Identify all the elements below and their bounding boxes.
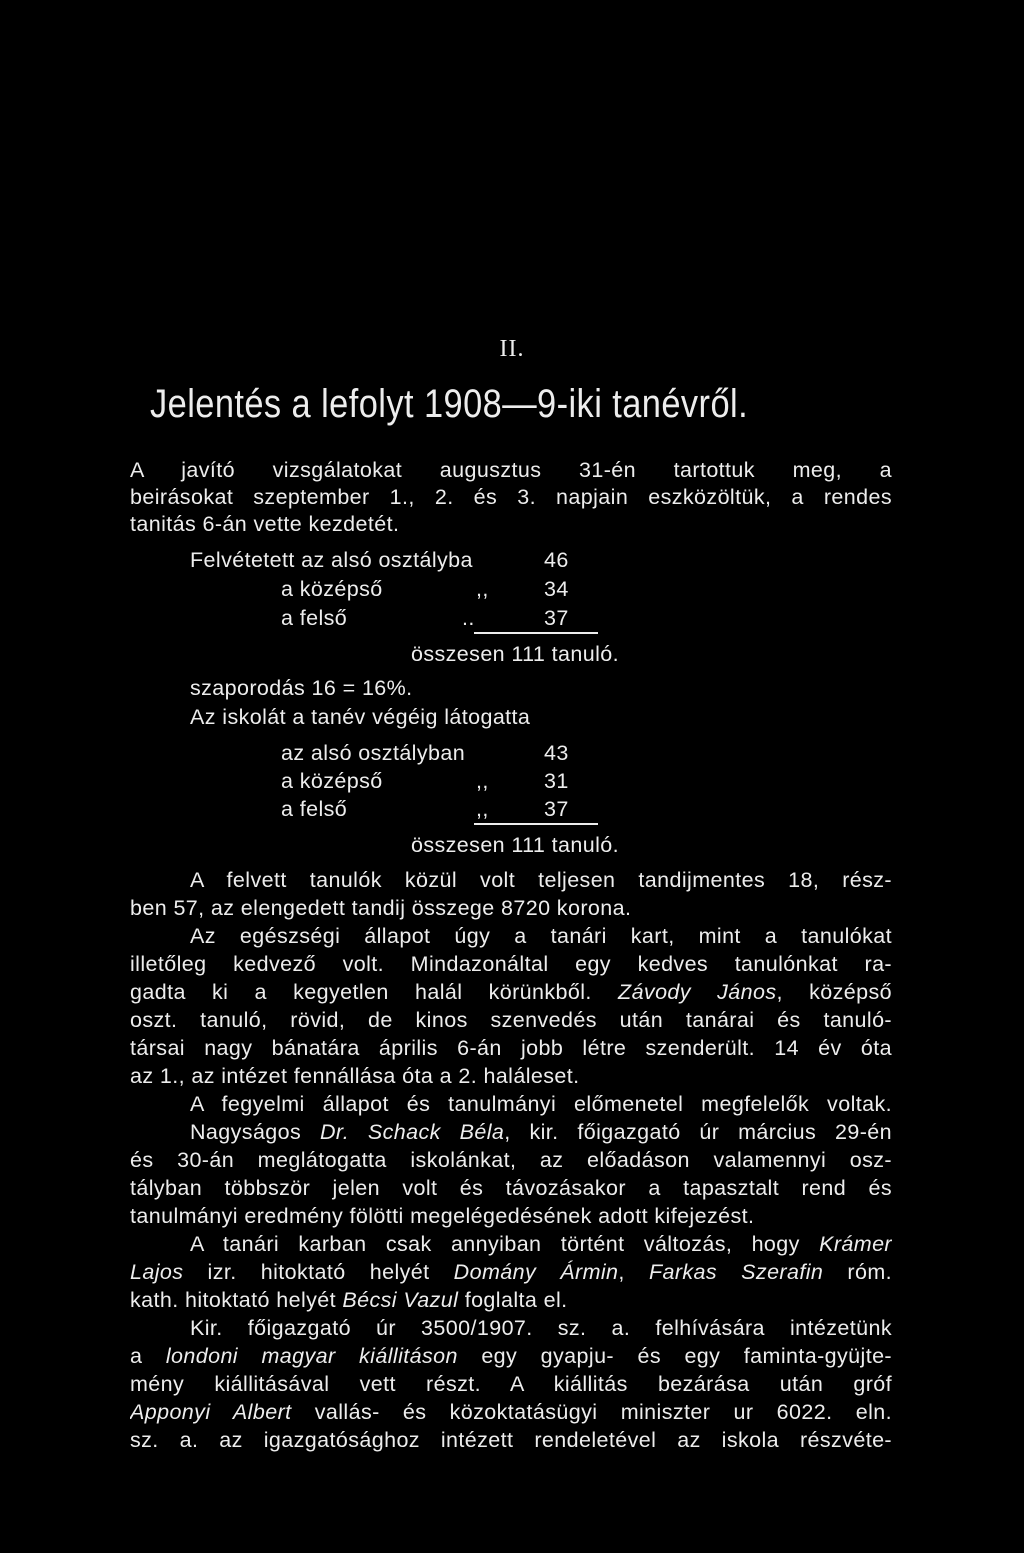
paragraph-line-1: A felvett tanulók közül volt teljesen tandijmentes 18, rész- [190,868,892,892]
paragraph-line-20: Apponyi Albert vallás- és közoktatásügyi miniszter ur 6022. eln. [130,1400,892,1424]
paragraph-line-10: Nagyságos Dr. Schack Béla, kir. főigazgató úr március 29-én [190,1120,892,1144]
paragraph-line-4: illetőleg kedvező volt. Mindazonáltal egy kedves tanulónkat ra- [130,952,892,976]
attended-ditto-upper: ,, [476,797,489,821]
enrolled-ditto-middle: ,, [476,577,489,601]
paragraph-line-5: gadta ki a kegyetlen halál körünkből. Závody János, középső [130,980,892,1004]
paragraph-line-8: az 1., az intézet fennállása óta a 2. haláleset. [130,1064,580,1088]
paragraph-line-2: ben 57, az elengedett tandij összege 8720 korona. [130,896,632,920]
italic-name-farkas: Farkas Szerafin [648,1260,824,1284]
intro-line-1: A javító vizsgálatokat augusztus 31-én tartottuk meg, a [130,458,892,482]
italic-name-lajos: Lajos [130,1260,184,1284]
enrolled-value-upper: 37 [544,606,569,630]
enrolled-value-middle: 34 [544,577,569,601]
attended-value-upper: 37 [544,797,569,821]
paragraph-line-13: tanulmányi eredmény fölötti megelégedésének adott kifejezést. [130,1204,755,1228]
italic-name-apponyi: Apponyi Albert [130,1400,292,1424]
attended-total: összesen 111 tanuló. [411,833,620,857]
attended-label-lower: az alsó osztályban [281,741,466,765]
attended-sum-rule [474,823,598,825]
enrolled-sum-rule [474,632,598,634]
italic-name-domany: Domány Ármin [453,1260,619,1284]
attended-heading: Az iskolát a tanév végéig látogatta [190,705,531,729]
italic-name-londoni: londoni magyar kiállitáson [165,1344,458,1368]
paragraph-line-21: sz. a. az igazgatósághoz intézett rendeletével az iskola részvéte- [130,1428,892,1452]
enrolled-ditto-upper: .. [462,606,475,630]
paragraph-line-11: és 30-án meglátogatta iskolánkat, az előadáson valamennyi osz- [130,1148,892,1172]
italic-name-becsi: Bécsi Vazul [342,1288,459,1312]
paragraph-line-12: tályban többször jelen volt és távozásakor a tapasztalt rend és [130,1176,892,1200]
italic-name-kramer: Krámer [819,1232,892,1256]
intro-line-3: tanitás 6-án vette kezdetét. [130,512,400,536]
paragraph-line-16: kath. hitoktató helyét Bécsi Vazul foglalta el. [130,1288,568,1312]
attended-value-middle: 31 [544,769,569,793]
paragraph-line-18: a londoni magyar kiállitáson egy gyapju- és egy faminta-gyüjte- [130,1344,892,1368]
italic-name-schack: Dr. Schack Béla [320,1120,505,1144]
paragraph-line-7: társai nagy bánatára április 6-án jobb létre szenderült. 14 év óta [130,1036,892,1060]
enrolled-label-upper: a felső [281,606,348,630]
paragraph-line-15: Lajos izr. hitoktató helyét Domány Ármin, Farkas Szerafin róm. [130,1260,892,1284]
paragraph-line-19: mény kiállitásával vett részt. A kiállitás bezárása után gróf [130,1372,892,1396]
attended-ditto-middle: ,, [476,769,489,793]
paragraph-line-14: A tanári karban csak annyiban történt változás, hogy Krámer [190,1232,892,1256]
attended-label-middle: a középső [281,769,383,793]
enrolled-label-middle: a középső [281,577,383,601]
attended-label-upper: a felső [281,797,348,821]
paragraph-line-9: A fegyelmi állapot és tanulmányi előmenetel megfelelők voltak. [190,1092,892,1116]
page-title: Jelentés a lefolyt 1908—9-iki tanévről. [150,382,749,426]
enrolled-heading: Felvétetett az alsó osztályba [190,548,473,572]
intro-line-2: beirásokat szeptember 1., 2. és 3. napjain eszközöltük, a rendes [130,485,892,509]
paragraph-line-6: oszt. tanuló, rövid, de kinos szenvedés után tanárai és tanuló- [130,1008,892,1032]
enrolled-total: összesen 111 tanuló. [411,642,620,666]
paragraph-line-3: Az egészségi állapot úgy a tanári kart, mint a tanulókat [190,924,892,948]
increase-line: szaporodás 16 = 16%. [190,676,413,700]
attended-value-lower: 43 [544,741,569,765]
paragraph-line-17: Kir. főigazgató úr 3500/1907. sz. a. felhívására intézetünk [190,1316,892,1340]
section-number: II. [499,336,525,362]
enrolled-value-lower: 46 [544,548,569,572]
italic-name-zavody: Závody János [618,980,777,1004]
